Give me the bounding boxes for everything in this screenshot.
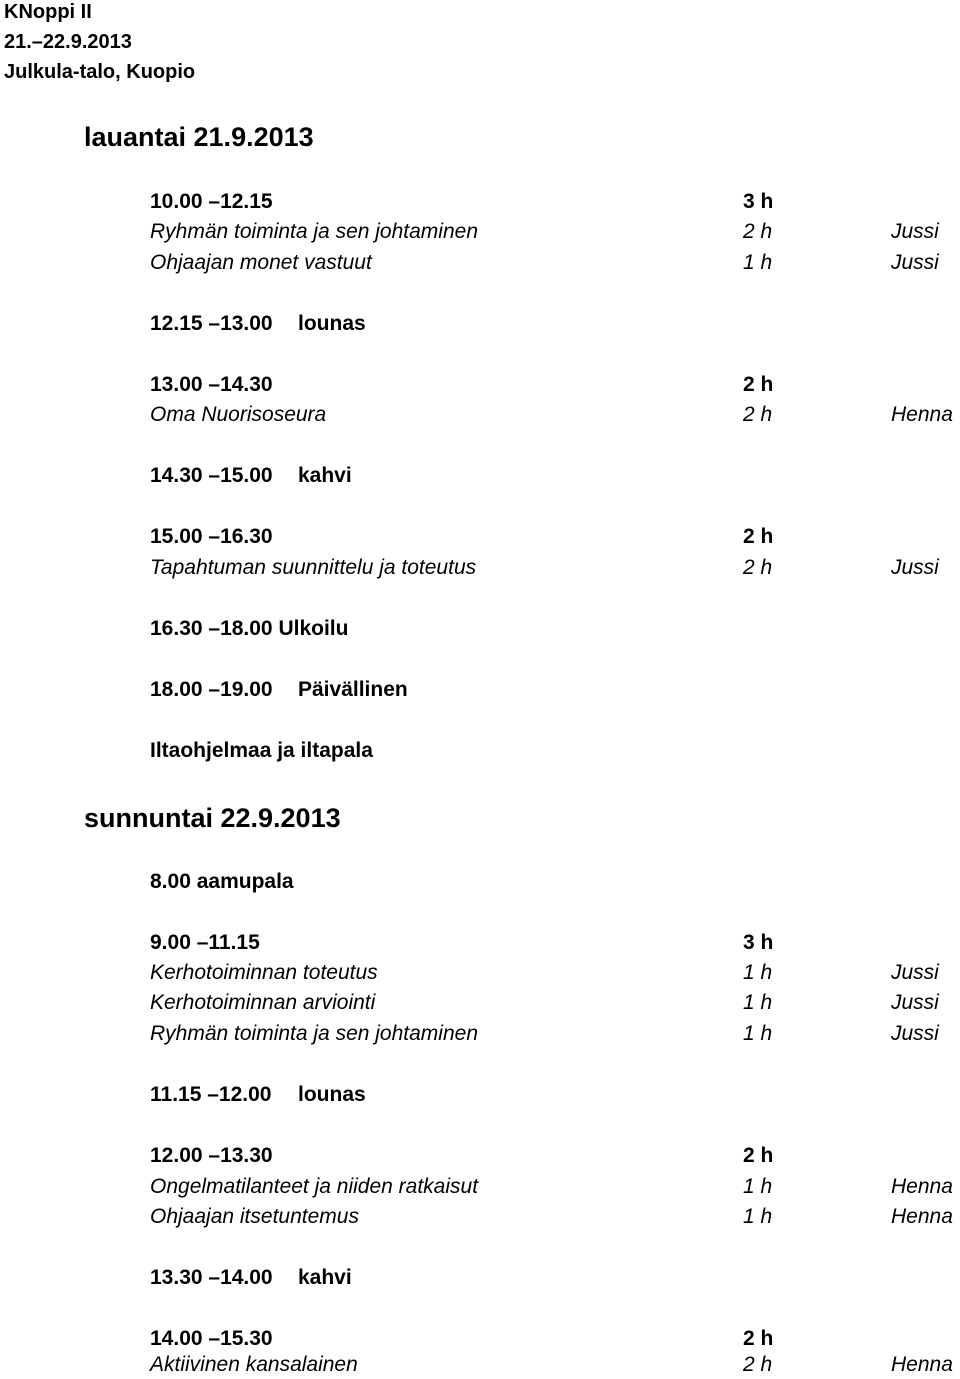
session-total: 3 h [743,190,774,213]
item-lead: Jussi [891,961,939,984]
session-time: 12.00 –13.30 [150,1144,273,1167]
break-row [0,310,960,338]
session-total: 2 h [743,373,774,396]
item-title: Oma Nuorisoseura [150,403,327,426]
item-hours: 1 h [743,251,773,274]
session-total: 2 h [743,1327,774,1350]
item-hours: 1 h [743,1175,773,1198]
item-hours: 2 h [743,403,773,426]
item-title: Ohjaajan monet vastuut [150,251,372,274]
break-label: kahvi [298,1266,352,1289]
item-hours: 1 h [743,1022,773,1045]
item-hours: 1 h [743,1205,773,1228]
session-time-row [0,1325,960,1353]
session-time: 9.00 –11.15 [150,931,260,954]
break-row [0,1264,960,1292]
break-label: lounas [298,1083,366,1106]
break-row [0,676,960,704]
item-hours: 2 h [743,220,773,243]
item-hours: 1 h [743,961,773,984]
item-lead: Henna [891,1175,953,1198]
item-title: Ryhmän toiminta ja sen johtaminen [150,220,479,243]
break-time: 14.30 –15.00 [150,464,273,487]
break-label: Päivällinen [298,678,408,701]
event-dates: 21.–22.9.2013 [4,31,132,53]
outdoor-activity: 16.30 –18.00 Ulkoilu [150,617,349,640]
break-time: 18.00 –19.00 [150,678,273,701]
item-lead: Henna [891,1353,953,1376]
session-time-row [0,188,960,216]
session-item [0,554,960,582]
event-venue: Julkula-talo, Kuopio [4,61,196,83]
session-item [0,218,960,246]
item-title: Ryhmän toiminta ja sen johtaminen [150,1022,479,1045]
break-time: 11.15 –12.00 [150,1083,272,1106]
session-item [0,959,960,987]
break-row [0,1081,960,1109]
item-hours: 1 h [743,991,773,1014]
break-row [0,462,960,490]
item-lead: Jussi [891,991,939,1014]
session-item [0,989,960,1017]
item-lead: Jussi [891,1022,939,1045]
outdoor-row [0,615,960,643]
item-title: Aktiivinen kansalainen [150,1353,358,1376]
session-item [0,249,960,277]
item-title: Tapahtuman suunnittelu ja toteutus [150,556,477,579]
item-lead: Henna [891,1205,953,1228]
day-heading-saturday: lauantai 21.9.2013 [84,122,314,152]
item-lead: Jussi [891,556,939,579]
evening-program: Iltaohjelmaa ja iltapala [150,739,373,762]
item-lead: Henna [891,403,953,426]
break-time: 13.30 –14.00 [150,1266,273,1289]
evening-row [0,737,960,765]
item-hours: 2 h [743,556,773,579]
item-title: Kerhotoiminnan toteutus [150,961,378,984]
session-time-row [0,929,960,957]
session-item [0,1173,960,1201]
item-title: Kerhotoiminnan arviointi [150,991,376,1014]
session-time-row [0,1142,960,1170]
session-time-row [0,523,960,551]
event-title: KNoppi II [4,1,92,23]
session-time: 10.00 –12.15 [150,190,273,213]
session-item [0,1351,960,1379]
item-hours: 2 h [743,1353,773,1376]
item-lead: Jussi [891,251,939,274]
session-time: 14.00 –15.30 [150,1327,273,1350]
session-total: 2 h [743,1144,774,1167]
breakfast: 8.00 aamupala [150,870,294,893]
session-time: 13.00 –14.30 [150,373,273,396]
breakfast-row [0,868,960,896]
session-item [0,401,960,429]
break-label: lounas [298,312,366,335]
item-title: Ohjaajan itsetuntemus [150,1205,359,1228]
session-time-row [0,371,960,399]
session-time: 15.00 –16.30 [150,525,273,548]
session-item [0,1020,960,1048]
day-heading-sunday: sunnuntai 22.9.2013 [84,803,341,833]
session-total: 2 h [743,525,774,548]
break-time: 12.15 –13.00 [150,312,273,335]
session-total: 3 h [743,931,774,954]
break-label: kahvi [298,464,352,487]
item-title: Ongelmatilanteet ja niiden ratkaisut [150,1175,479,1198]
session-item [0,1203,960,1231]
item-lead: Jussi [891,220,939,243]
